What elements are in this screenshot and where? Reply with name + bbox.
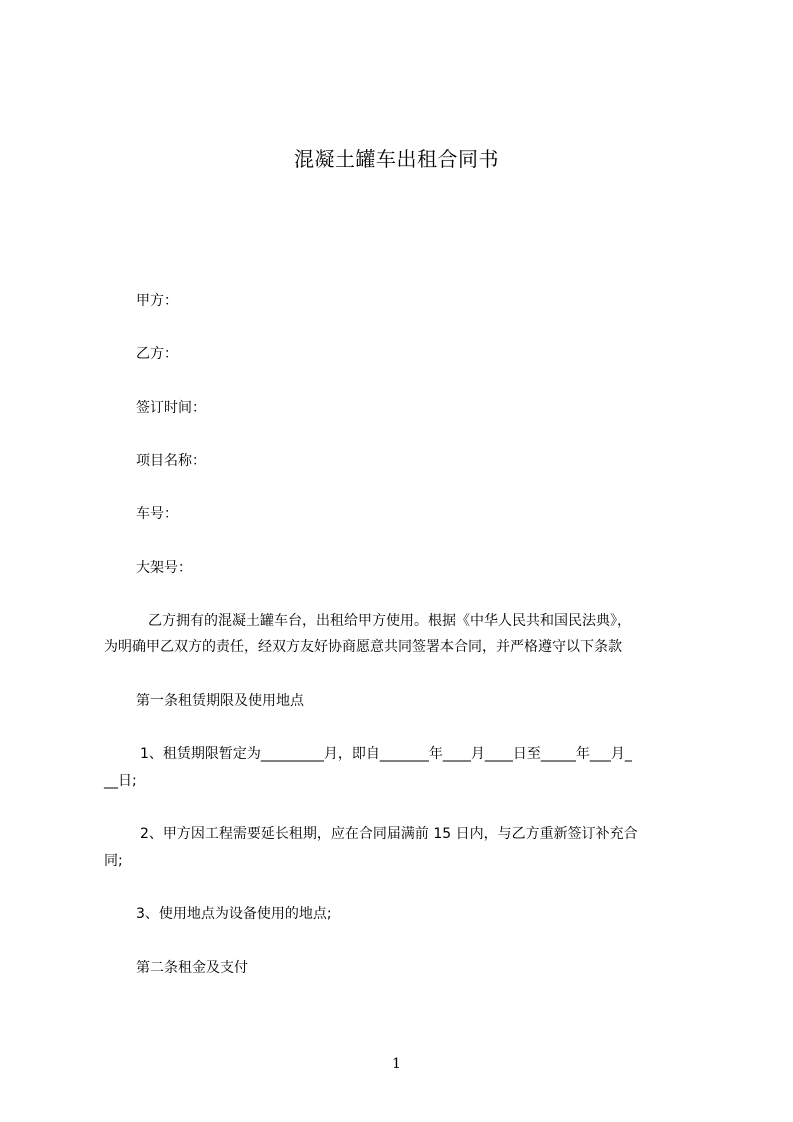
article-1-item-1-line-2: __日; [104, 773, 137, 789]
article-1-item-3: 3、使用地点为设备使用的地点; [136, 906, 332, 922]
field-frame-no: 大架号： [136, 560, 192, 576]
field-project-name: 项目名称： [136, 453, 206, 469]
field-sign-date: 签订时间： [136, 400, 206, 416]
field-vehicle-no: 车号： [136, 506, 178, 522]
intro-line-1: 乙方拥有的混凝土罐车台，出租给甲方使用。根据《中华人民共和国民法典》， [148, 613, 631, 629]
field-party-b: 乙方： [136, 346, 178, 362]
article-1-item-1-line-1: 1、租赁期限暂定为_________月，即自_______年____月____日至_____年___月_ [140, 746, 632, 762]
document-title: 混凝土罐车出租合同书 [294, 147, 499, 171]
page-number: 1 [392, 1056, 401, 1072]
article-1-item-2-line-1: 2、甲方因工程需要延长租期，应在合同届满前 15 日内，与乙方重新签订补充合 [140, 826, 638, 842]
intro-line-2: 为明确甲乙双方的责任，经双方友好协商愿意共同签署本合同，并严格遵守以下条款 [104, 639, 622, 655]
article-1-item-2-line-2: 同; [104, 853, 123, 869]
article-2-heading: 第二条租金及支付 [136, 960, 248, 976]
article-1-heading: 第一条租赁期限及使用地点 [136, 693, 304, 709]
field-party-a: 甲方： [136, 293, 178, 309]
